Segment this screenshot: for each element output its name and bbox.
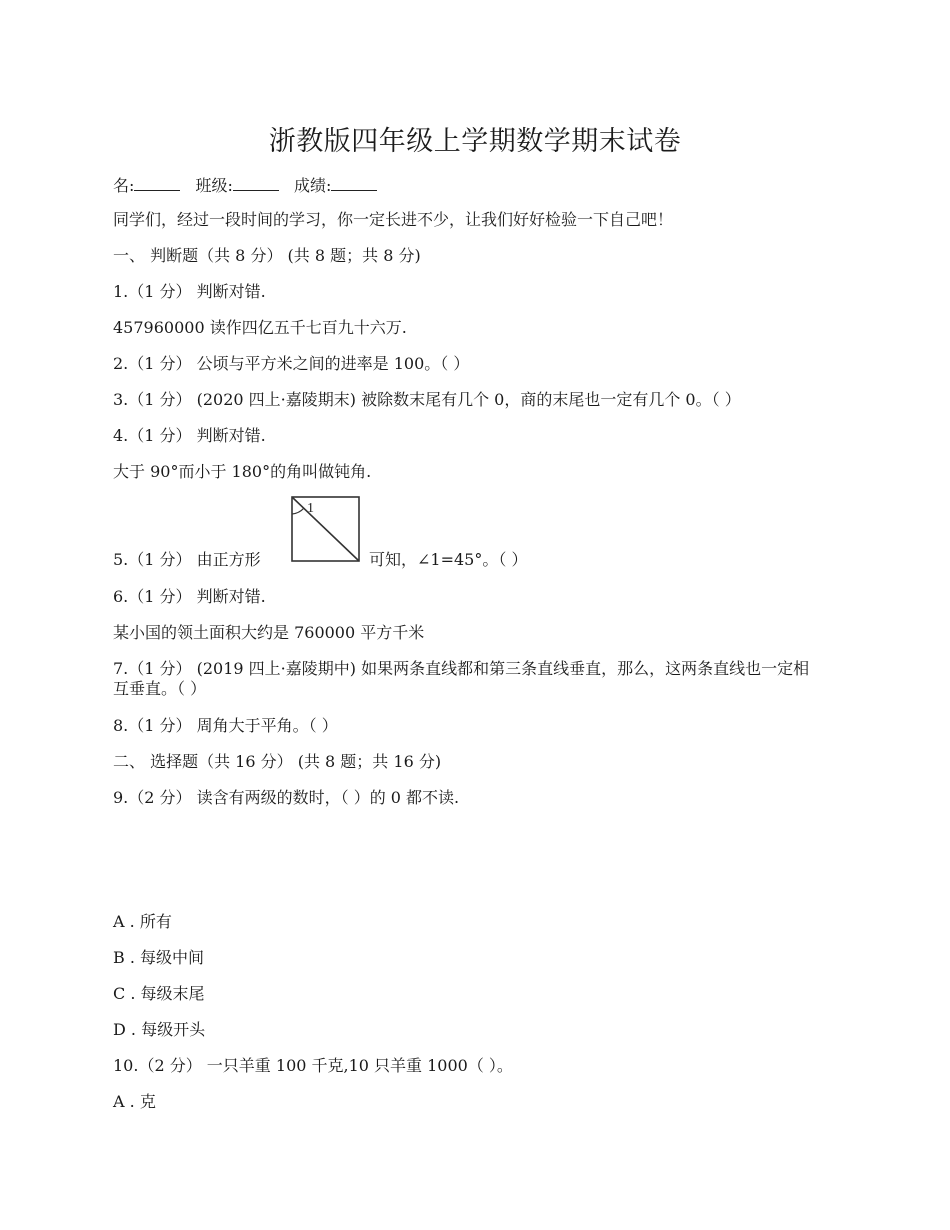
class-label: 班级: bbox=[195, 176, 233, 195]
question-9-option-b[interactable]: B . 每级中间 bbox=[113, 948, 205, 967]
question-5-prefix: 5.（1 分） 由正方形 bbox=[113, 550, 261, 569]
score-label: 成绩: bbox=[294, 176, 332, 195]
question-4-body: 大于 90°而小于 180°的角叫做钝角. bbox=[113, 462, 372, 481]
question-2: 2.（1 分） 公顷与平方米之间的进率是 100。（ ） bbox=[113, 354, 470, 373]
name-blank bbox=[134, 174, 180, 191]
question-6-body: 某小国的领土面积大约是 760000 平方千米 bbox=[113, 623, 425, 642]
page-title: 浙教版四年级上学期数学期末试卷 bbox=[268, 126, 682, 157]
question-8: 8.（1 分） 周角大于平角。（ ） bbox=[113, 716, 338, 735]
square-diagonal-figure bbox=[289, 494, 365, 566]
question-9-option-c[interactable]: C . 每级末尾 bbox=[113, 984, 205, 1003]
intro-text: 同学们，经过一段时间的学习，你一定长进不少，让我们好好检验一下自己吧！ bbox=[113, 210, 674, 229]
section-heading-judgement: 一、 判断题（共 8 分） (共 8 题；共 8 分) bbox=[113, 246, 421, 265]
question-9-option-d[interactable]: D . 每级开头 bbox=[113, 1020, 206, 1039]
angle-label: 1 bbox=[307, 501, 314, 516]
question-9: 9.（2 分） 读含有两级的数时，（ ）的 0 都不读. bbox=[113, 788, 460, 807]
question-9-option-a[interactable]: A . 所有 bbox=[113, 912, 172, 931]
name-label: 名: bbox=[113, 176, 135, 195]
student-info-line bbox=[113, 174, 843, 196]
question-7: 7.（1 分） (2019 四上·嘉陵期中) 如果两条直线都和第三条直线垂直，那么，这两条直线也一定相互垂直。（ ） bbox=[113, 659, 810, 698]
question-6: 6.（1 分） 判断对错. bbox=[113, 587, 266, 606]
question-5-suffix: 可知，∠1=45°。（ ） bbox=[369, 550, 528, 569]
section-heading-choice: 二、 选择题（共 16 分） (共 8 题；共 16 分) bbox=[113, 752, 442, 771]
score-blank bbox=[331, 174, 377, 191]
question-3: 3.（1 分） (2020 四上·嘉陵期末) 被除数末尾有几个 0，商的末尾也一定有几个 0。（ ） bbox=[113, 390, 741, 409]
class-blank bbox=[233, 174, 279, 191]
question-4: 4.（1 分） 判断对错. bbox=[113, 426, 266, 445]
question-1-body: 457960000 读作四亿五千七百九十六万. bbox=[113, 318, 407, 337]
question-1: 1.（1 分） 判断对错. bbox=[113, 282, 266, 301]
question-10: 10.（2 分） 一只羊重 100 千克,10 只羊重 1000（ ）。 bbox=[113, 1056, 513, 1075]
question-10-option-a[interactable]: A . 克 bbox=[113, 1092, 156, 1111]
